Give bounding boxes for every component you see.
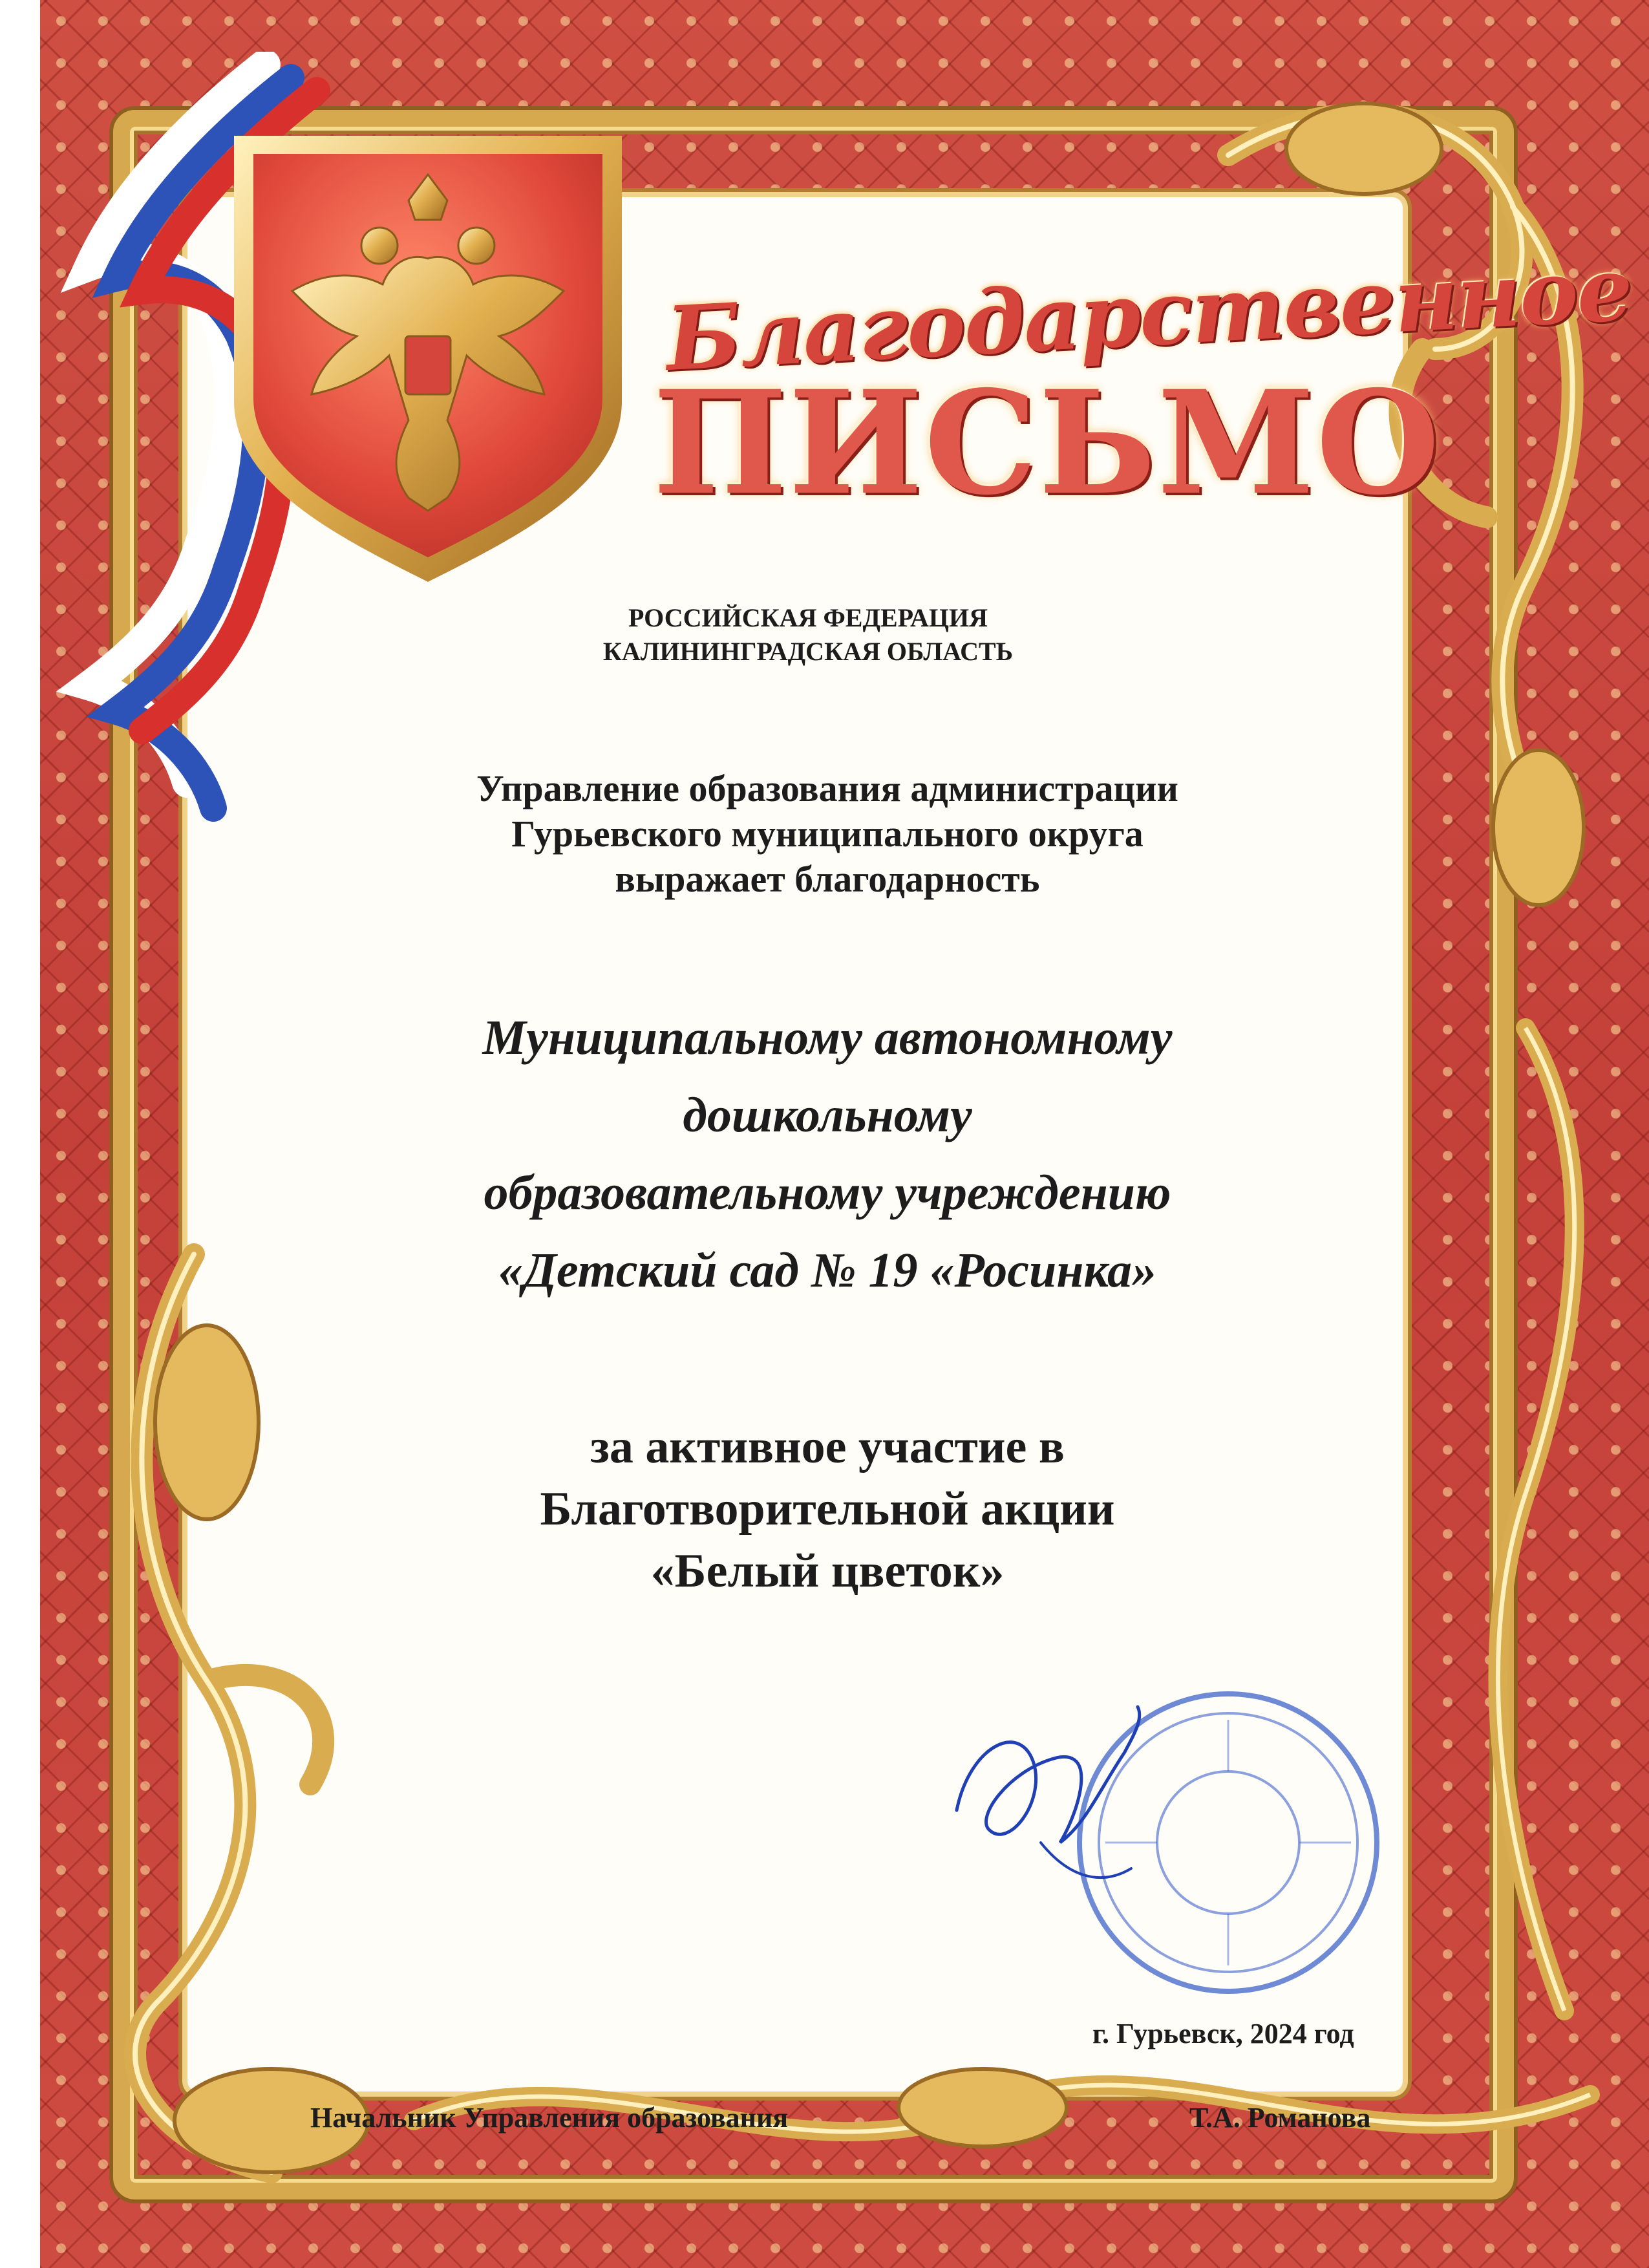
region-line: РОССИЙСКАЯ ФЕДЕРАЦИЯ (628, 603, 988, 632)
recipient-line: Муниципальному автономному (482, 1011, 1173, 1065)
region-header (452, 601, 1164, 669)
issuer-line: Гурьевского муниципального округа (511, 813, 1144, 855)
reason-line: за активное участие в (590, 1420, 1065, 1473)
issuer-line: выражает благодарность (615, 858, 1040, 900)
reason-line: Благотворительной акции (540, 1482, 1115, 1535)
signatory-role: Начальник Управления образования (310, 2102, 789, 2134)
recipient-line: «Детский сад № 19 «Росинка» (498, 1243, 1157, 1298)
title-main: ПИСЬМО (653, 359, 1442, 526)
issuer-block (259, 766, 1396, 902)
signatory-name: Т.А. Романова (1189, 2102, 1371, 2134)
region-line: КАЛИНИНГРАДСКАЯ ОБЛАСТЬ (602, 637, 1014, 666)
issuer-line: Управление образования администрации (476, 767, 1178, 809)
reason-line: «Белый цветок» (650, 1545, 1005, 1598)
handwritten-signature (931, 1694, 1164, 1901)
recipient-line: дошкольному (683, 1088, 972, 1142)
recipient-line: образовательному учреждению (484, 1166, 1171, 1220)
recipient-block (259, 999, 1396, 1309)
coat-of-arms-icon (215, 123, 641, 588)
place-year: г. Гурьевск, 2024 год (1092, 2018, 1354, 2049)
title-script: Благодарственное (663, 237, 1634, 392)
reason-block (259, 1416, 1396, 1602)
